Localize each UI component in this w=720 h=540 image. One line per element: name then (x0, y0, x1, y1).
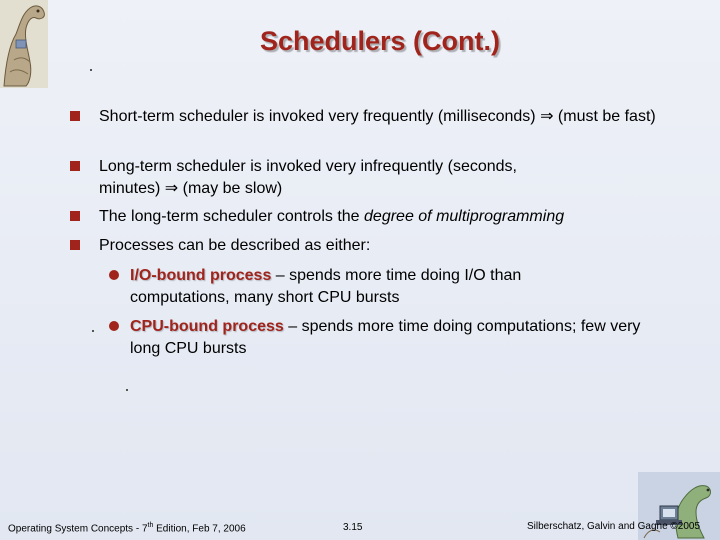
sub-bullet-text (130, 265, 600, 309)
footer-course-info (8, 522, 246, 534)
bullet-text-part: (may be slow) (178, 180, 283, 197)
stray-dot (90, 69, 92, 71)
bullet-text: Processes can be described as either: (99, 237, 371, 254)
round-bullet-icon (109, 270, 119, 280)
footer-text: Operating System Concepts - 7 (8, 523, 148, 535)
emphasis-text: degree of multiprogramming (364, 208, 565, 225)
slide-title: Schedulers (Cont.) (259, 26, 501, 56)
square-bullet-icon (70, 111, 80, 121)
square-bullet-icon (70, 240, 80, 250)
stray-dot (126, 389, 128, 391)
square-bullet-icon (70, 161, 80, 171)
footer-superscript: th (147, 522, 154, 529)
square-bullet-icon (70, 211, 80, 221)
dinosaur-illustration-icon (0, 0, 48, 88)
footer-copyright: Silberschatz, Galvin and Gagne ©2005 (527, 521, 701, 532)
round-bullet-icon (109, 321, 119, 331)
sub-bullet-text (130, 316, 645, 360)
bullet-text (99, 206, 659, 228)
bullet-text-part: (must be fast) (553, 108, 656, 125)
bullet-text-part: Short-term scheduler is invoked very frequently (milliseconds) (99, 108, 541, 125)
page-number: 3.15 (343, 522, 363, 533)
term-cpu-bound: CPU-bound process (130, 318, 284, 335)
bullet-text (99, 106, 659, 128)
term-io-bound: I/O-bound process (130, 267, 272, 284)
implies-arrow-icon: ⇒ (540, 108, 554, 125)
bullet-text-part: The long-term scheduler controls the (99, 208, 365, 225)
bullet-text (99, 156, 579, 200)
stray-dot (92, 330, 94, 332)
bullet-text-part: Long-term scheduler is invoked very infrequently (seconds, minutes) (99, 158, 517, 197)
term-description: – spends more time doing computations; few very long CPU bursts (130, 318, 641, 357)
implies-arrow-icon: ⇒ (164, 180, 179, 197)
footer-text: Edition, Feb 7, 2006 (153, 523, 246, 535)
term-description: – spends more time doing I/O than computations, many short CPU bursts (130, 267, 522, 306)
